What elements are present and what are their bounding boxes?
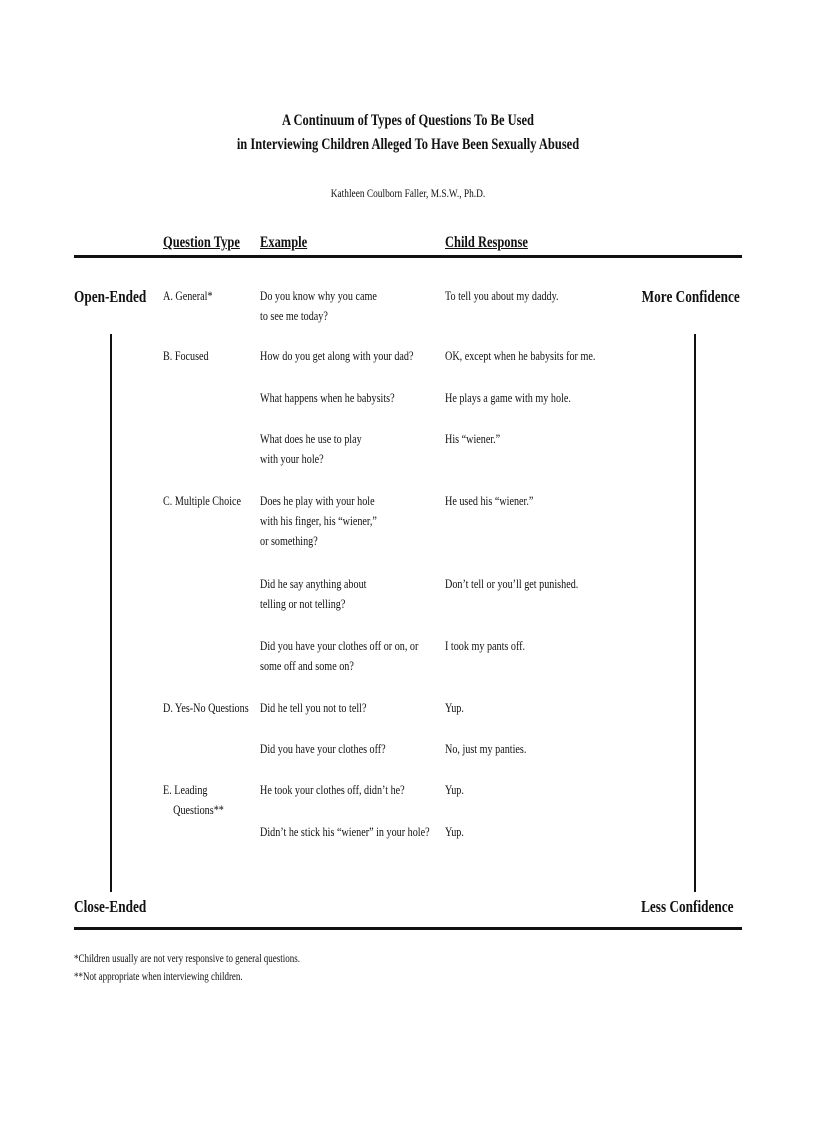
child-response-cell: He plays a game with my hole. [445,390,571,405]
example-cell: What happens when he babysits? [260,390,395,405]
header-child-response: Child Response [445,234,528,251]
example-cell: Does he play with your hole with his finger, his “wiener,” or something? [260,493,377,548]
title-line-1: A Continuum of Types of Questions To Be Used [282,112,534,129]
example-cell: Did you have your clothes off or on, or some off and some on? [260,638,419,673]
more-confidence-label: More Confidence [641,287,740,306]
example-cell: Did he tell you not to tell? [260,700,367,715]
question-type-cell: E. Leading Questions** [163,782,224,817]
child-response-cell: To tell you about my daddy. [445,288,559,303]
example-cell: What does he use to play with your hole? [260,431,362,466]
footnote-2: **Not appropriate when interviewing children. [74,971,243,983]
left-continuum-line [110,334,112,892]
child-response-cell: Yup. [445,782,464,797]
less-confidence-label: Less Confidence [641,897,734,916]
child-response-cell: No, just my panties. [445,741,527,756]
child-response-cell: Yup. [445,824,464,839]
example-cell: How do you get along with your dad? [260,348,414,363]
close-ended-label: Close-Ended [74,897,147,916]
title-line-2: in Interviewing Children Alleged To Have Been Sexually Abused [236,136,580,153]
example-cell: He took your clothes off, didn’t he? [260,782,405,797]
child-response-cell: Don’t tell or you’ll get punished. [445,576,579,591]
right-continuum-line [694,334,696,892]
child-response-cell: I took my pants off. [445,638,526,653]
header-example: Example [260,234,308,251]
question-type-cell: B. Focused [163,348,209,363]
child-response-cell: OK, except when he babysits for me. [445,348,596,363]
open-ended-label: Open-Ended [74,287,147,306]
child-response-cell: His “wiener.” [445,431,501,446]
child-response-cell: He used his “wiener.” [445,493,534,508]
example-cell: Do you know why you came to see me today? [260,288,377,323]
example-cell: Didn’t he stick his “wiener” in your hole? [260,824,430,839]
example-cell: Did he say anything about telling or not telling? [260,576,367,611]
footnote-1: *Children usually are not very responsive to general questions. [74,953,300,965]
child-response-cell: Yup. [445,700,464,715]
example-cell: Did you have your clothes off? [260,741,386,756]
header-question-type: Question Type [163,234,240,251]
top-rule [74,255,742,258]
question-type-cell: A. General* [163,288,213,303]
question-type-cell: D. Yes-No Questions [163,700,249,715]
author: Kathleen Coulborn Faller, M.S.W., Ph.D. [330,186,486,200]
question-type-cell: C. Multiple Choice [163,493,242,508]
bottom-rule [74,927,742,930]
